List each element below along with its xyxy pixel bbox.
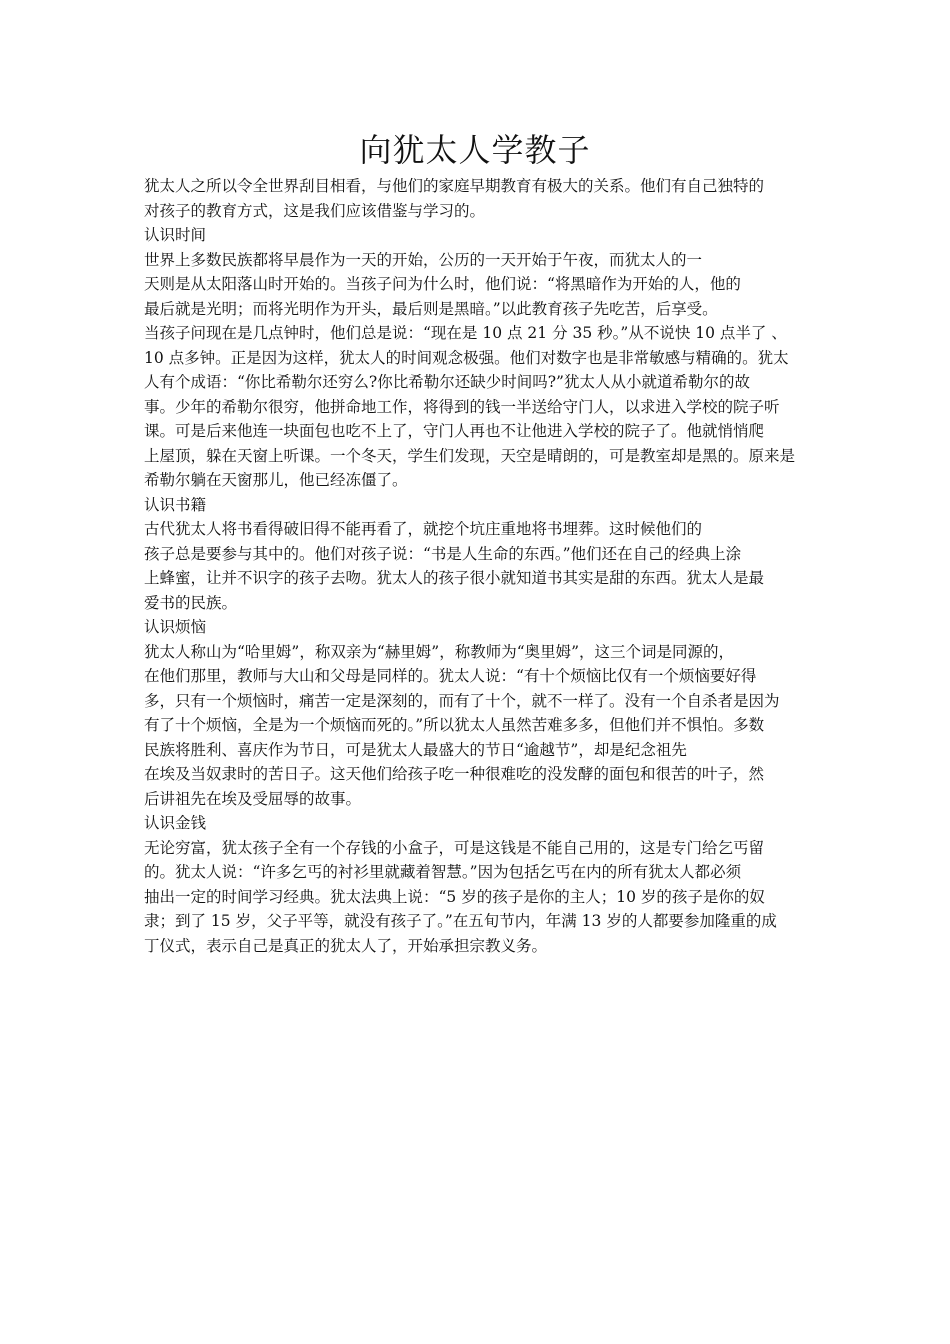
text-line: 认识时间 bbox=[144, 226, 207, 244]
text-line: 隶；到了 15 岁，父子平等，就没有孩子了。”在五旬节内，年满 13 岁的人都要参加隆重的成 bbox=[144, 912, 777, 930]
text-line: 天则是从太阳落山时开始的。当孩子问为什么时，他们说：“将黑暗作为开始的人，他的 bbox=[144, 275, 741, 293]
text-line: 对孩子的教育方式，这是我们应该借鉴与学习的。 bbox=[144, 201, 486, 220]
text-line: 希勒尔躺在天窗那儿，他已经冻僵了。 bbox=[144, 471, 408, 489]
text-line: 在埃及当奴隶时的苦日子。这天他们给孩子吃一种很难吃的没发酵的面包和很苦的叶子，然 bbox=[144, 765, 765, 783]
text-line: 认识书籍 bbox=[144, 495, 207, 514]
text-line: 古代犹太人将书看得破旧得不能再看了，就挖个坑庄重地将书埋葬。这时候他们的 bbox=[144, 520, 703, 538]
page-title: 向犹太人学教子 bbox=[359, 131, 591, 169]
text-line: 爱书的民族。 bbox=[144, 593, 238, 612]
text-line: 在他们那里，教师与大山和父母是同样的。犹太人说：“有十个烦恼比仅有一个烦恼要好得 bbox=[144, 667, 757, 685]
text-line: 最后就是光明；而将光明作为开头，最后则是黑暗。”以此教育孩子先吃苦，后享受。 bbox=[144, 299, 718, 318]
text-line: 认识金钱 bbox=[144, 814, 207, 832]
text-line: 多，只有一个烦恼时，痛苦一定是深刻的，而有了十个，就不一样了。没有一个自杀者是因为 bbox=[144, 691, 780, 710]
text-line: 当孩子问现在是几点钟时，他们总是说：“现在是 10 点 21 分 35 秒。”从不说快 10 点半了 、 bbox=[144, 324, 787, 342]
text-line: 上蜂蜜，让并不识字的孩子去吻。犹太人的孩子很小就知道书其实是甜的东西。犹太人是最 bbox=[144, 569, 765, 587]
text-line: 世界上多数民族都将早晨作为一天的开始，公历的一天开始于午夜，而犹太人的一 bbox=[144, 250, 703, 269]
text-line: 后讲祖先在埃及受屈辱的故事。 bbox=[144, 789, 362, 808]
text-line: 的。犹太人说：“许多乞丐的衬衫里就藏着智慧。”因为包括乞丐在内的所有犹太人都必须 bbox=[144, 863, 742, 881]
text-line: 人有个成语：“你比希勒尔还穷么?你比希勒尔还缺少时间吗?”犹太人从小就道希勒尔的故 bbox=[144, 373, 750, 391]
text-line: 犹太人称山为“哈里姆”，称双亲为“赫里姆”，称教师为“奥里姆”，这三个词是同源的， bbox=[144, 642, 735, 661]
text-line: 有了十个烦恼，全是为一个烦恼而死的。”所以犹太人虽然苦难多多，但他们并不惧怕。多数 bbox=[144, 716, 765, 734]
document-body bbox=[144, 174, 812, 958]
text-line: 犹太人之所以令全世界刮目相看，与他们的家庭早期教育有极大的关系。他们有自己独特的 bbox=[144, 177, 765, 195]
text-line: 抽出一定的时间学习经典。犹太法典上说：“5 岁的孩子是你的主人；10 岁的孩子是你的奴 bbox=[144, 887, 765, 906]
text-line: 事。少年的希勒尔很穷，他拼命地工作，将得到的钱一半送给守门人，以求进入学校的院子听 bbox=[144, 397, 780, 416]
text-line: 10 点多钟。正是因为这样，犹太人的时间观念极强。他们对数字也是非常敏感与精确的。犹太 bbox=[144, 348, 789, 367]
text-line: 无论穷富，犹太孩子全有一个存钱的小盒子，可是这钱是不能自己用的，这是专门给乞丐留 bbox=[144, 838, 765, 857]
text-line: 丁仪式，表示自己是真正的犹太人了，开始承担宗教义务。 bbox=[144, 936, 548, 955]
text-line: 孩子总是要参与其中的。他们对孩子说：“书是人生命的东西。”他们还在自己的经典上涂 bbox=[144, 544, 742, 563]
text-line: 上屋顶，躲在天窗上听课。一个冬天，学生们发现，天空是晴朗的，可是教室却是黑的。原来是 bbox=[144, 446, 796, 465]
text-line: 认识烦恼 bbox=[144, 618, 207, 636]
text-line: 课。可是后来他连一块面包也吃不上了，守门人再也不让他进入学校的院子了。他就悄悄爬 bbox=[144, 422, 765, 440]
text-line: 民族将胜利、喜庆作为节日，可是犹太人最盛大的节日“逾越节”，却是纪念祖先 bbox=[144, 740, 687, 759]
